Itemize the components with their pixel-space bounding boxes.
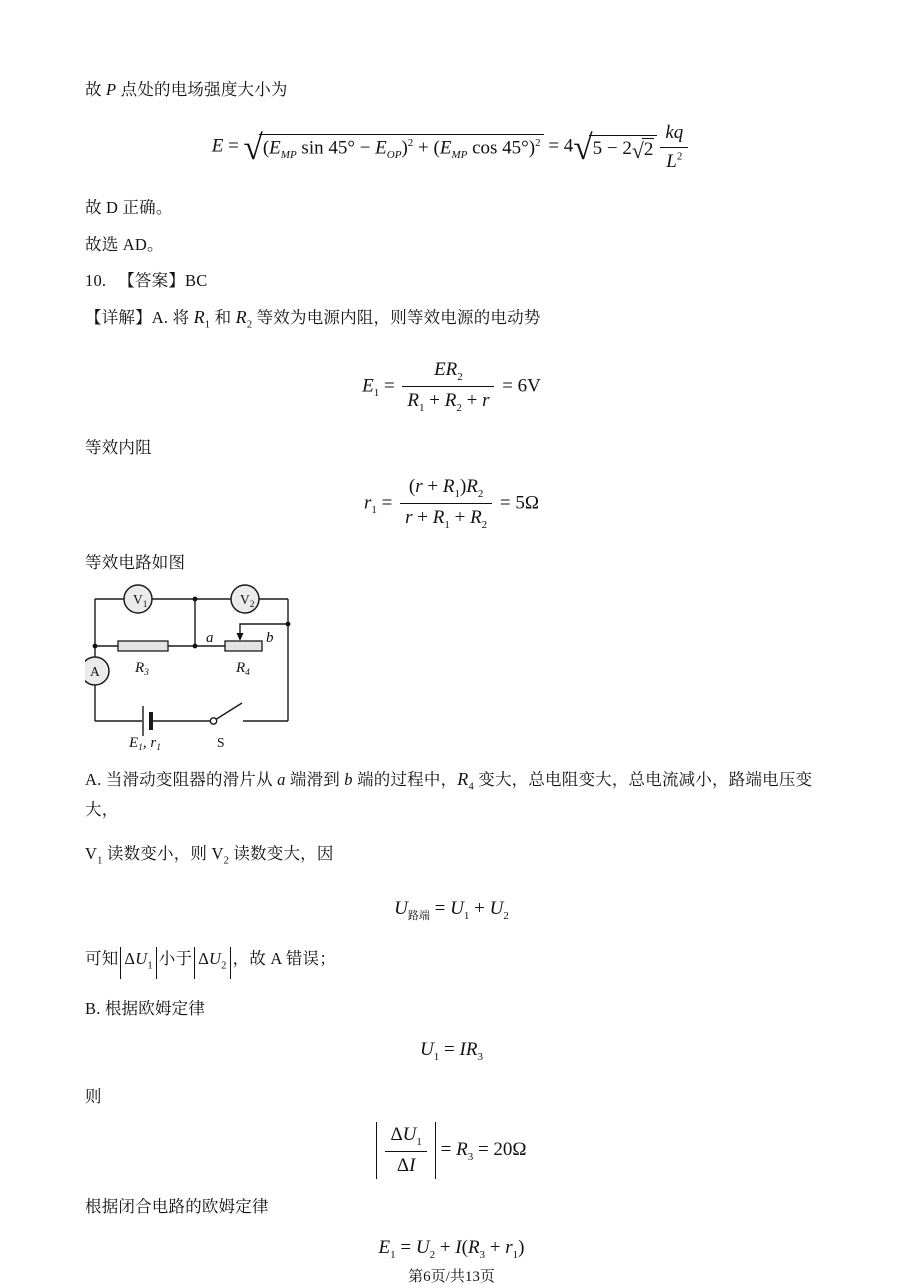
junction-dot (286, 622, 291, 627)
label-v1: $V_1$ (133, 591, 148, 610)
label-node-a: a (206, 629, 214, 646)
para-equiv-circuit: 等效电路如图 (85, 552, 186, 572)
formula-emf: $E_1$ = $\frac{ER_2}{R_1 + R_2 + r}$ = 6V (362, 358, 541, 415)
label-v2: $V_2$ (240, 591, 255, 610)
switch-blade (217, 703, 243, 719)
wire-slider (240, 624, 288, 634)
absolute-value: $\Delta U_1$ (120, 947, 156, 978)
question-10-answer: 10. 【答案】BC (85, 270, 208, 290)
para-equiv-resistance: 等效内阻 (85, 437, 152, 457)
slider-arrow-icon (237, 633, 244, 641)
formula-closed-loop: $E_1 = U_2 + I(R_3 + r_1)$ (378, 1236, 525, 1261)
absolute-value: $\Delta U_2$ (194, 947, 230, 978)
formula-terminal-voltage: $U_{路端} = U_1 + U_2$ (394, 897, 509, 922)
resistor-r3 (118, 641, 168, 651)
junction-dot (193, 644, 198, 649)
label-r4: $R_4$ (236, 659, 250, 678)
radical: √ 5 − 2 √ 2 (573, 134, 657, 161)
label-r3: $R_3$ (135, 659, 149, 678)
rheostat-r4 (225, 641, 262, 651)
absolute-value (376, 1122, 435, 1179)
circuit-wires (95, 599, 288, 721)
circuit-diagram (85, 584, 307, 756)
label-ammeter: A (90, 663, 100, 679)
junction-dot (193, 597, 198, 602)
fraction: $\frac{(r + R_1)R_2}{r + R_1 + R_2}$ (400, 475, 492, 533)
switch-pivot (210, 718, 216, 724)
formula-du-di: $\frac{\Delta U_1}{\Delta I}$ = $R_3 = 20\Omega$ (85, 1122, 818, 1179)
formula-internal-resistance: $r_1$ = $\frac{(r + R_1)R_2}{r + R_1 + R_2}$ = 5Ω (363, 475, 540, 532)
formula-e-field: E = √ ($E_{MP}$ $\sin 45^\circ - E_{OP})^2 + (E_{MP}$ cos 45°)$^2$ = 4 √ 5 − 2 √ 2 $\frac{kq}{L^2}$ (85, 121, 818, 174)
label-switch: S (217, 734, 225, 750)
para-answer-ad: 故选 AD。 (85, 234, 164, 254)
label-node-b: b (266, 629, 274, 646)
para-then: 则 (85, 1086, 102, 1106)
radical: √ 2 (631, 139, 654, 164)
para-d-correct: 故 D 正确。 (85, 197, 173, 217)
fraction: $\frac{ER_2}{R_1 + R_2 + r}$ (402, 358, 494, 416)
para-closed-circuit-law: 根据闭合电路的欧姆定律 (85, 1196, 269, 1216)
junction-dot (93, 644, 98, 649)
para-field-statement: 故 P 点处的电场强度大小为 (85, 80, 288, 99)
formula-ohm-u1: $U_1 = IR_3$ (420, 1038, 483, 1063)
fraction: $\frac{\Delta U_1}{\Delta I}$ (385, 1123, 426, 1178)
fraction: $\frac{kq}{L^2}$ (660, 121, 688, 174)
para-option-b: B. 根据欧姆定律 (85, 998, 206, 1018)
page-footer: 第6页/共13页 (408, 1268, 495, 1285)
label-battery: $E_1$, $r_1$ (129, 734, 162, 753)
para-detail-a: 【详解】A. 将 $R_1$ 和 $R_2$ 等效为电源内阻，则等效电源的电动势 (85, 306, 541, 330)
para-option-a-analysis: A. 当滑动变阻器的滑片从 a 端滑到 b 端的过程中，$R_4$ 变大，总电阻变大，总电流减小，路端电压变大， (85, 768, 813, 820)
radical: √ ($E_{MP}$ $\sin 45^\circ - E_{OP})^2 + (E_{MP}$ cos 45°)$^2$ (244, 134, 544, 161)
para-v1-v2-readings: $V_1$ 读数变小，则 $V_2$ 读数变大，因 (85, 844, 334, 867)
para-conclusion-a: 可知 $\Delta U_1$ 小于 $\Delta U_2$ ，故 A 错误； (85, 946, 818, 978)
